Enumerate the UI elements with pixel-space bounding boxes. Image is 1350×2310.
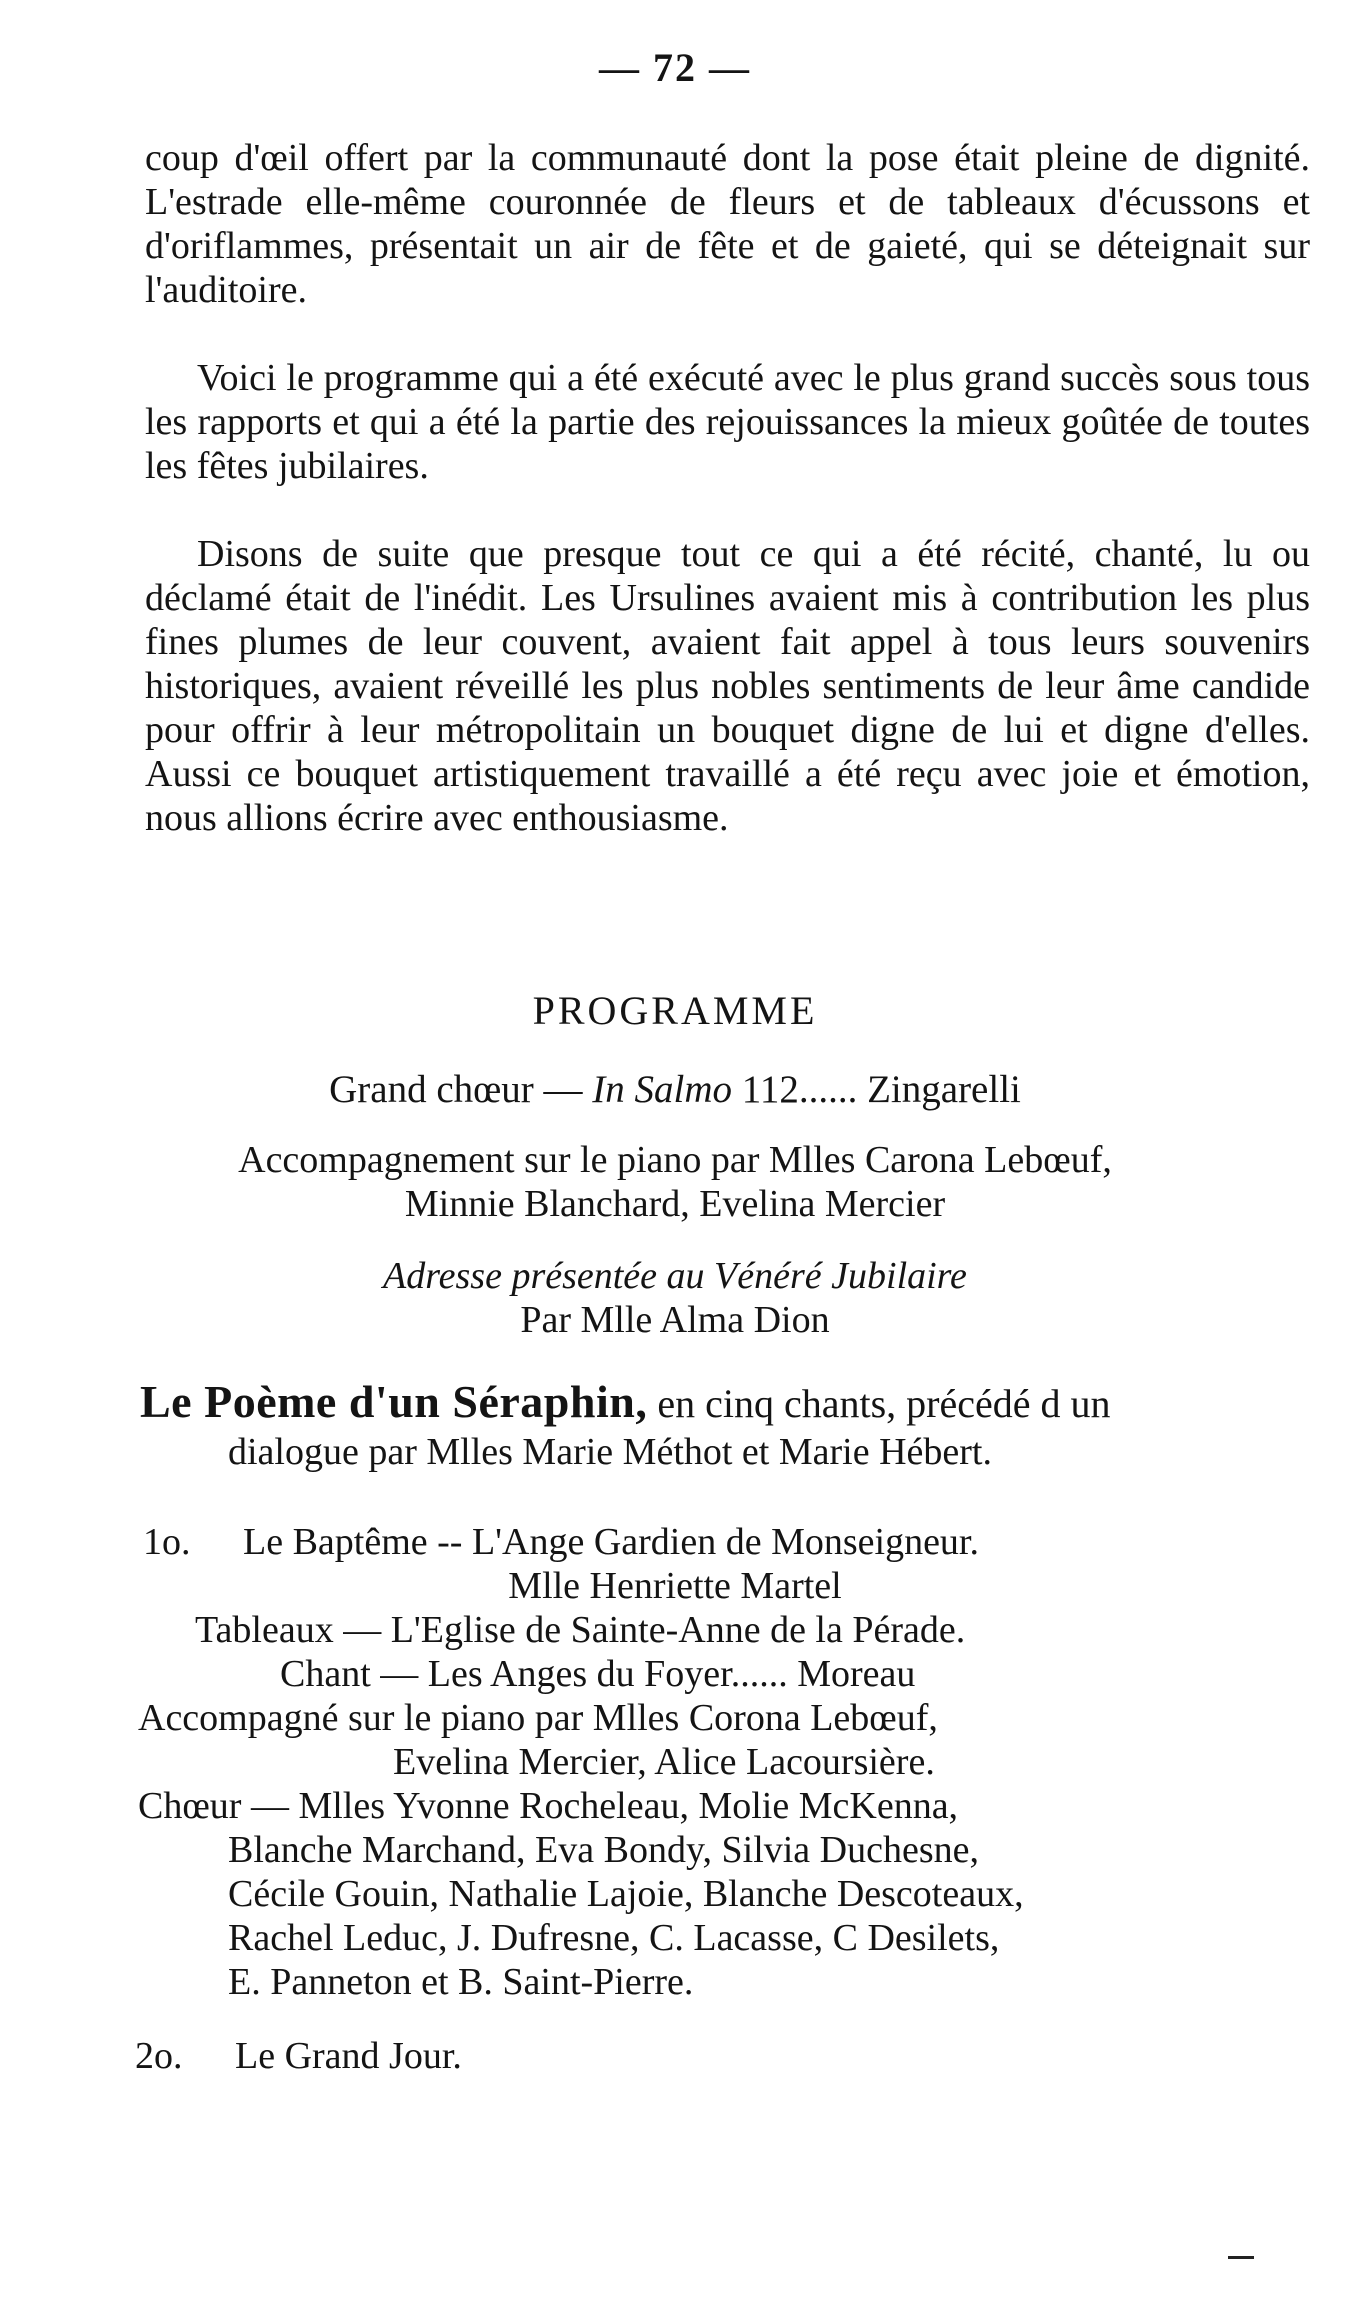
choeur-line-3: Cécile Gouin, Nathalie Lajoie, Blanche Descoteaux, (228, 1873, 1024, 1915)
footer-dash (1228, 2256, 1254, 2259)
choeur-line-4: Rachel Leduc, J. Dufresne, C. Lacasse, C Desilets, (228, 1917, 1000, 1959)
item-1-number: 1o. (143, 1521, 191, 1563)
choeur-line-1: Chœur — Mlles Yvonne Rocheleau, Molie McKenna, (138, 1785, 959, 1827)
choeur-line-5: E. Panneton et B. Saint-Pierre. (228, 1961, 694, 2003)
accompaniment-line-1: Accompagnement sur le piano par Mlles Carona Lebœuf, (238, 1139, 1112, 1181)
poem-title-rest: en cinq chants, précédé d un (647, 1381, 1111, 1426)
address-author: Par Mlle Alma Dion (520, 1299, 830, 1341)
address-title: Adresse présentée au Vénéré Jubilaire (383, 1255, 967, 1297)
item-2-number: 2o. (135, 2035, 183, 2077)
chant-line: Chant — Les Anges du Foyer...... Moreau (280, 1653, 916, 1695)
poem-title: Le Poème d'un Séraphin, (140, 1376, 648, 1427)
grand-choeur-suffix: 112...... Zingarelli (732, 1068, 1021, 1111)
grand-choeur-line (0, 1068, 1350, 1112)
page-number: — 72 — (599, 45, 751, 90)
accompaniment-line-2: Minnie Blanchard, Evelina Mercier (404, 1183, 946, 1225)
item-2-line (135, 2034, 462, 2078)
paragraph-programme-intro: Voici le programme qui a été exécuté avec le plus grand succès sous tous les rapports et qui a été la partie des rejouissances la mieux goûtée de toutes les fêtes jubilaires. (145, 357, 1310, 487)
poem-line-1 (140, 1377, 1110, 1429)
paragraph-description: Disons de suite que presque tout ce qui a été récité, chanté, lu ou déclamé était de l'inédit. Les Ursulines avaient mis à contribution les plus fines plumes de leur couvent, avaient fait appel à tous leurs souvenirs historiques, avaient réveillé les plus nobles sentiments de leur âme candide pour offrir à leur métropolitain un bouquet digne de lui et digne d'elles. Aussi ce bouquet artistiquement travaillé a été reçu avec joie et émotion, nous allions écrire avec enthousiasme. (145, 533, 1310, 839)
paragraph-intro: coup d'œil offert par la communauté dont la pose était pleine de dignité. L'estrade elle-même couronnée de fleurs et de tableaux d'écussons et d'oriflammes, présentait un air de fête et de gaieté, qui se déteignait sur l'auditoire. (145, 137, 1310, 311)
accompaniment-2-line-2: Evelina Mercier, Alice Lacoursière. (393, 1741, 935, 1783)
grand-choeur-prefix: Grand chœur — (329, 1068, 593, 1111)
tableaux-line: Tableaux — L'Eglise de Sainte-Anne de la Pérade. (195, 1609, 966, 1651)
item-1-text: Le Baptême -- L'Ange Gardien de Monseigneur. (243, 1521, 979, 1563)
programme-heading: PROGRAMME (532, 988, 818, 1033)
poem-line-2: dialogue par Mlles Marie Méthot et Marie Hébert. (228, 1431, 992, 1473)
item-1-line (143, 1520, 979, 1564)
grand-choeur-title: In Salmo (592, 1068, 733, 1111)
accompaniment-2-line-1: Accompagné sur le piano par Mlles Corona Lebœuf, (138, 1697, 938, 1739)
item-2-text: Le Grand Jour. (235, 2035, 462, 2077)
choeur-line-2: Blanche Marchand, Eva Bondy, Silvia Duchesne, (228, 1829, 980, 1871)
item-1-performer: Mlle Henriette Martel (508, 1565, 842, 1607)
